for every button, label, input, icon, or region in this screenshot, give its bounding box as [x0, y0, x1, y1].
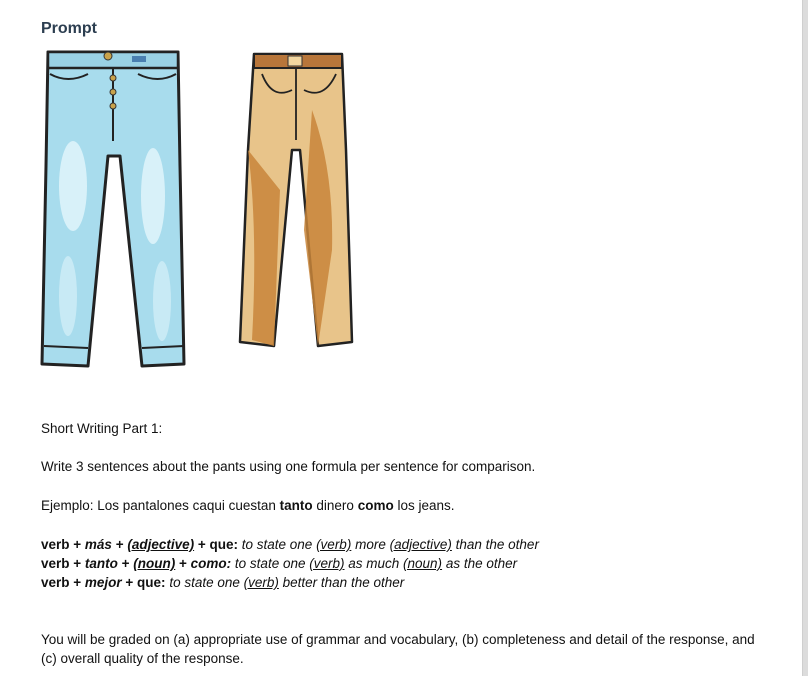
f2-part: (noun) [403, 556, 443, 571]
grading-criteria: You will be graded on (a) appropriate use of grammar and vocabulary, (b) completeness and detail of the response, and (c) overall quality of the response. [41, 632, 755, 666]
f2-part: + [175, 556, 191, 571]
f1-part: + [111, 537, 128, 552]
scrollbar[interactable] [803, 0, 808, 676]
f1-part: + que: [194, 537, 238, 552]
f1-part: (verb) [316, 537, 352, 552]
f2-part: como: [190, 556, 232, 571]
jeans-icon [38, 46, 186, 370]
f2-part: as the other [442, 556, 518, 571]
f2-part: (verb) [309, 556, 345, 571]
example-tail: los jeans. [393, 498, 455, 513]
example-lead: Ejemplo: Los pantalones caqui cuestan [41, 498, 280, 513]
example-word-como: como [357, 498, 394, 513]
instruction-text: Write 3 sentences about the pants using one formula per sentence for comparison. [41, 459, 536, 474]
example-word-tanto: tanto [279, 498, 313, 513]
f3-part: to state one [165, 575, 244, 590]
part-label: Short Writing Part 1: [41, 421, 163, 436]
f3-part: better than the other [278, 575, 405, 590]
prompt-title: Prompt [41, 20, 97, 37]
f3-part: (verb) [243, 575, 279, 590]
f3-part: mejor [84, 575, 122, 590]
f2-part: (noun) [133, 556, 176, 571]
formula-mas [41, 537, 539, 552]
f1-part: más [84, 537, 112, 552]
f2-part: tanto [84, 556, 118, 571]
khaki-pants-icon [234, 50, 358, 350]
f1-part: more [351, 537, 390, 552]
f2-part: as much [344, 556, 404, 571]
f1-part: verb + [41, 537, 85, 552]
f1-part: than the other [451, 537, 539, 552]
formula-mejor [41, 575, 404, 590]
f3-part: verb + [41, 575, 85, 590]
f1-part: to state one [238, 537, 317, 552]
f1-part: (adjective) [389, 537, 452, 552]
f3-part: + que: [121, 575, 166, 590]
formula-tanto-como [41, 556, 517, 571]
example-sentence [41, 498, 455, 513]
f1-part: (adjective) [127, 537, 195, 552]
f2-part: verb + [41, 556, 85, 571]
f2-part: to state one [231, 556, 310, 571]
f2-part: + [117, 556, 134, 571]
example-mid: dinero [312, 498, 358, 513]
